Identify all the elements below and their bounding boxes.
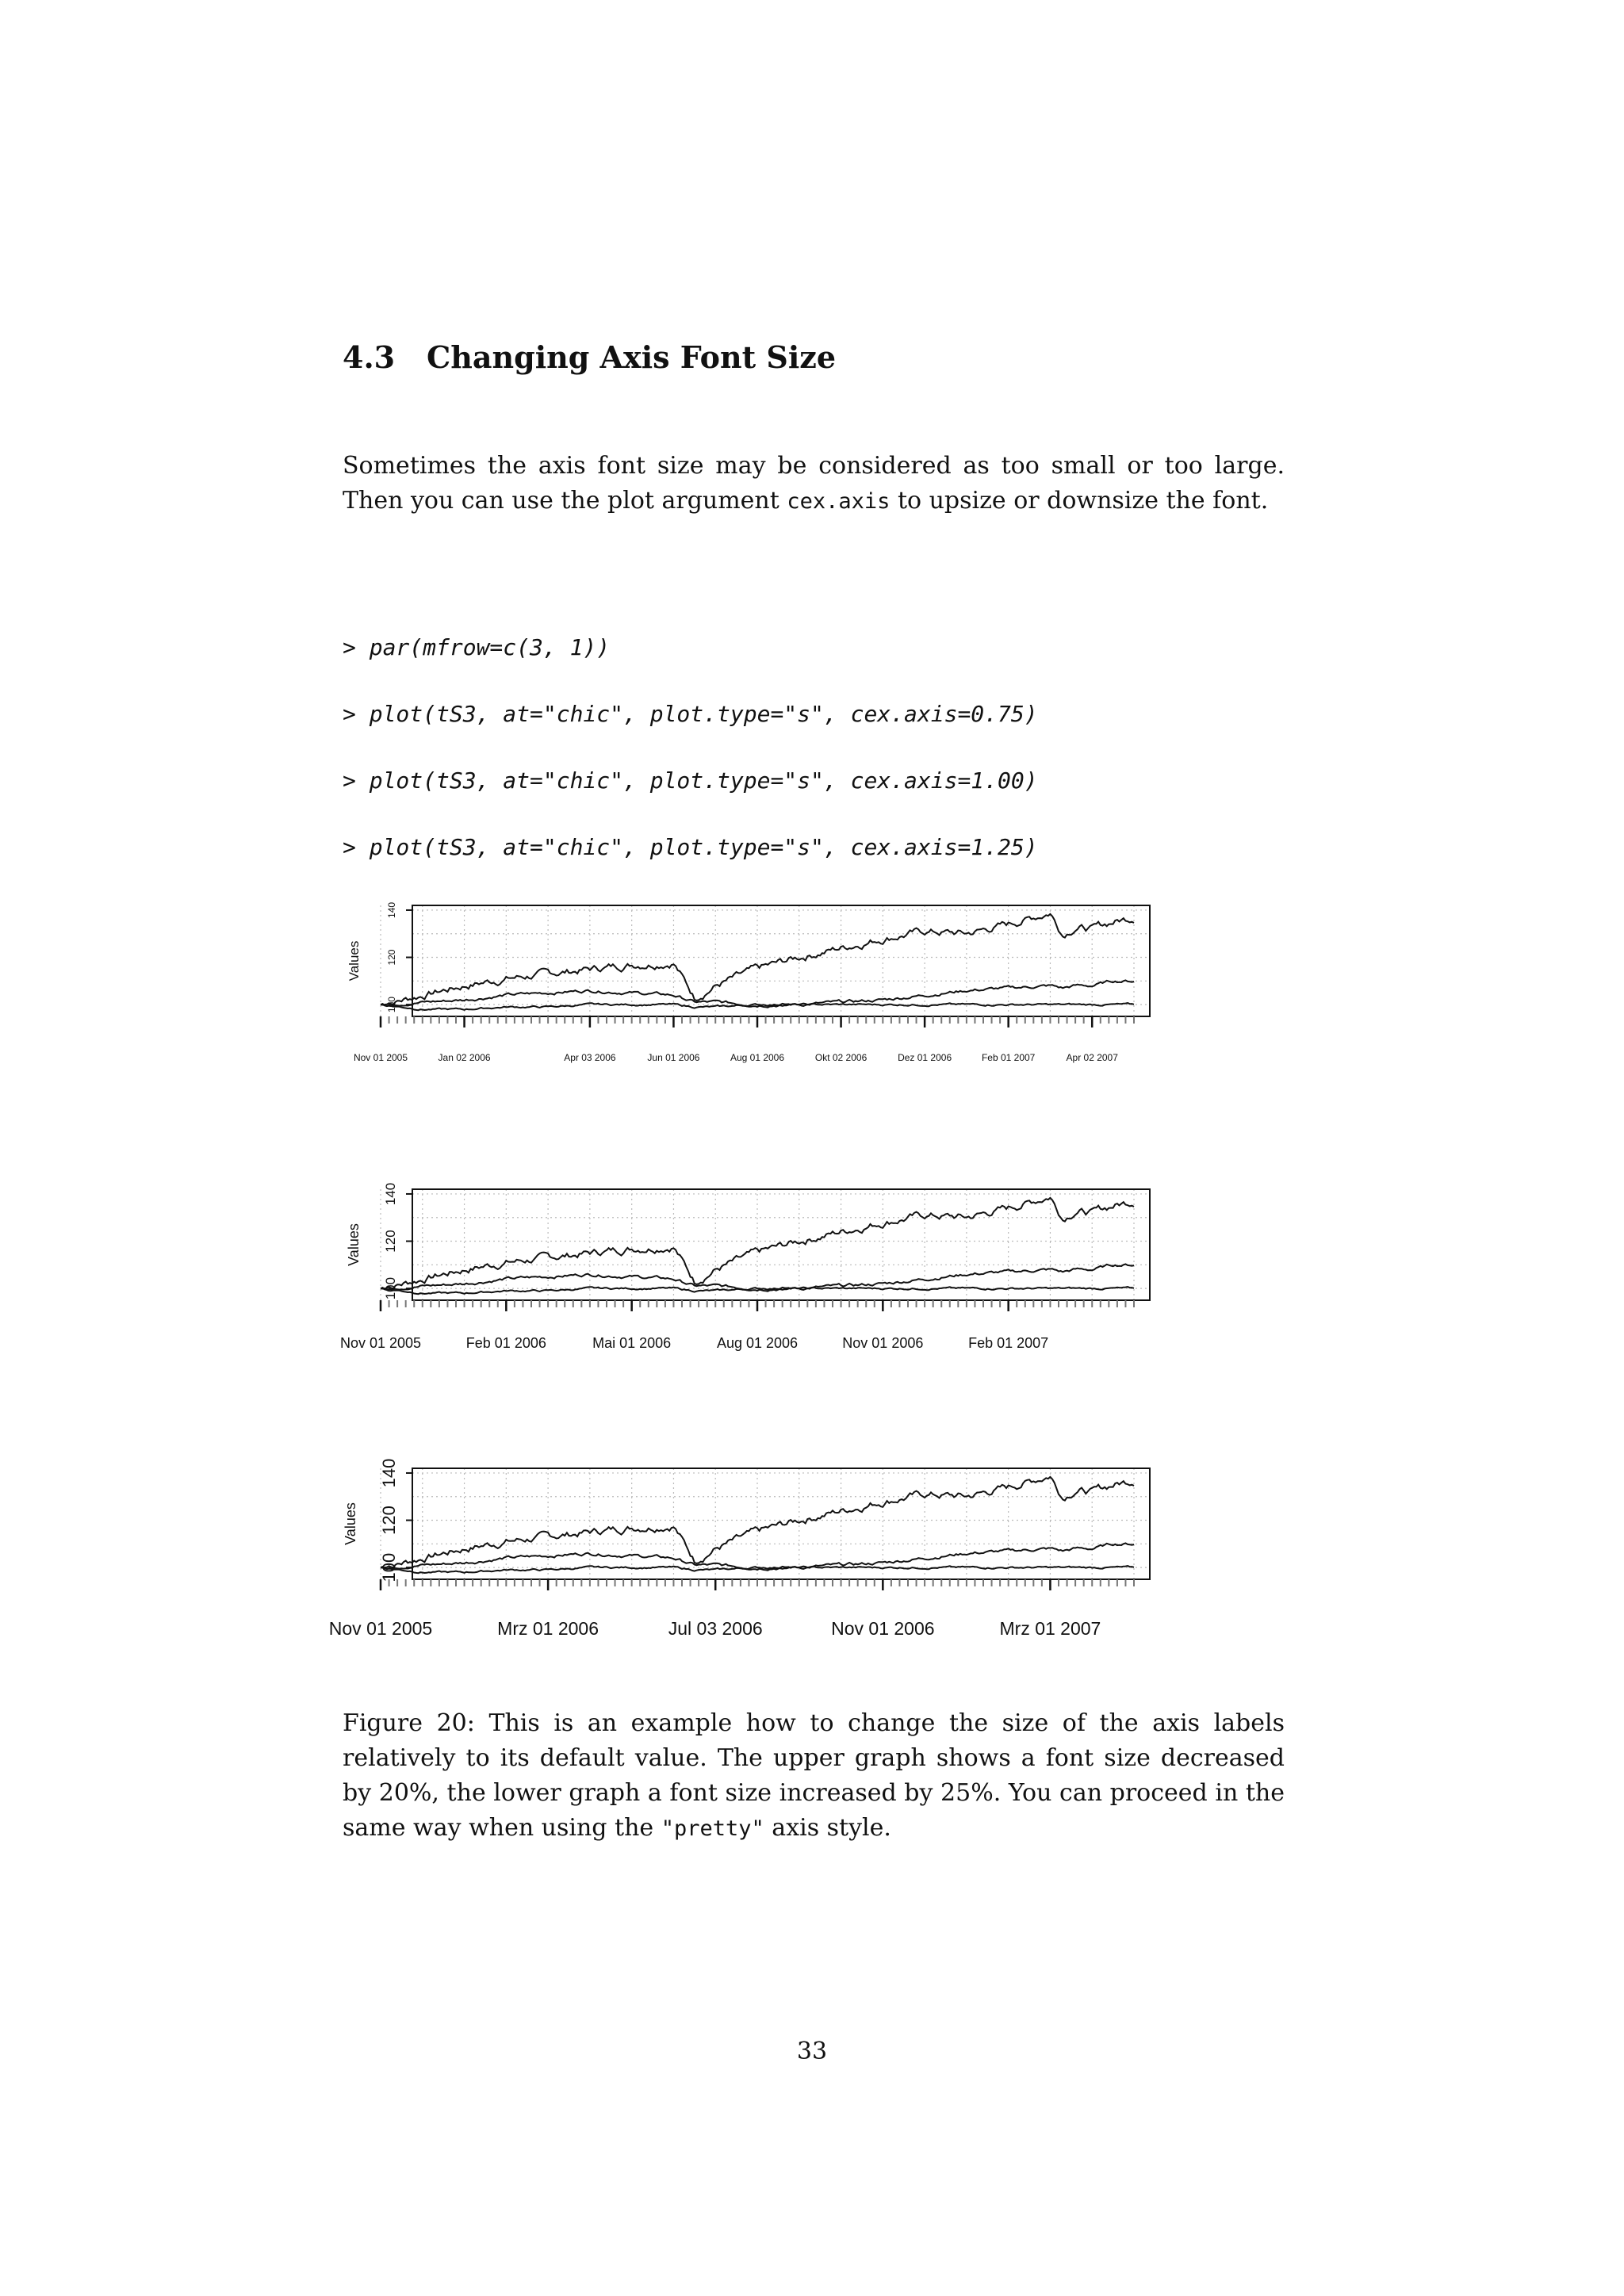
series-middle-line [381,1544,1134,1571]
code-line: > par(mfrow=c(3, 1)) [343,634,611,660]
grid [381,1189,1150,1300]
chart-panel-1 [333,888,1189,1086]
x-minor-ticks [381,1579,1134,1586]
x-tick-label: Okt 02 2006 [814,1052,868,1063]
x-tick-label: Feb 01 2006 [465,1335,546,1351]
x-axis [329,1579,1101,1639]
y-axis [383,1183,412,1300]
x-tick-label: Jul 03 2006 [668,1618,763,1639]
y-tick-label: 140 [386,901,397,918]
y-tick-label: 140 [379,1458,399,1488]
series-middle-line [381,1265,1134,1292]
y-axis-label: Values [343,1502,358,1545]
intro-code: cex.axis [787,489,891,514]
intro-text-1: Sometimes the axis font size may be considered as too small or too large. Then you can use the plot argument [343,452,1285,515]
intro-paragraph [343,449,1285,519]
x-tick-label: Dez 01 2006 [898,1052,952,1063]
x-tick-label: Nov 01 2005 [339,1335,422,1351]
figure-caption [343,1706,1285,1846]
intro-text-2: to upsize or downsize the font. [890,487,1269,515]
series-middle-line [381,981,1134,1008]
grid [381,1468,1150,1579]
x-tick-label: Feb 01 2007 [968,1335,1049,1351]
x-tick-label: Feb 01 2007 [981,1052,1036,1063]
x-tick-label: Jun 01 2006 [647,1052,700,1063]
chart-panel-2 [333,1172,1189,1378]
x-tick-label: Mrz 01 2007 [999,1618,1101,1639]
code-line: > plot(tS3, at="chic", plot.type="s", cex.axis=1.00) [343,767,1038,794]
code-line: > plot(tS3, at="chic", plot.type="s", cex.axis=0.75) [343,701,1038,727]
y-tick-label: 140 [383,1182,398,1206]
x-tick-label: Nov 01 2006 [842,1335,924,1351]
section-number: 4.3 [343,339,396,375]
section-title: Changing Axis Font Size [427,339,837,375]
caption-text-2: axis style. [764,1814,891,1842]
y-axis [386,902,412,1012]
x-tick-label: Apr 03 2006 [564,1052,616,1063]
y-tick-label: 100 [379,1552,399,1582]
grid [381,905,1150,1016]
x-tick-label: Jan 02 2006 [438,1052,491,1063]
x-tick-label: Aug 01 2006 [716,1335,799,1351]
y-tick-label: 100 [383,1276,398,1300]
x-tick-label: Mrz 01 2006 [497,1618,599,1639]
section-heading [343,339,836,375]
x-tick-label: Nov 01 2006 [831,1618,935,1639]
y-tick-label: 120 [386,949,397,966]
x-tick-label: Aug 01 2006 [730,1052,785,1063]
x-axis [340,1300,1048,1351]
caption-text-1: Figure 20: This is an example how to change the size of the axis labels relatively to its default value. The upper graph shows a font size decreased by 20%, the lower graph a font size increased by 25%. You can proceed in the same way when using the [343,1709,1285,1842]
x-tick-label: Apr 02 2007 [1066,1052,1118,1063]
x-tick-label: Nov 01 2005 [353,1052,408,1063]
code-block [343,598,1038,897]
chart-panel-3 [328,1451,1189,1661]
x-tick-label: Nov 01 2005 [328,1618,433,1639]
code-line: > plot(tS3, at="chic", plot.type="s", cex.axis=1.25) [343,834,1038,860]
y-axis-label: Values [346,1223,362,1266]
page-number: 33 [796,2038,828,2065]
y-axis-label: Values [347,940,362,982]
x-axis [354,1016,1118,1063]
caption-code: "pretty" [661,1816,764,1841]
y-tick-label: 120 [379,1506,399,1535]
x-tick-label: Mai 01 2006 [592,1335,672,1351]
y-tick-label: 120 [383,1230,398,1253]
y-tick-label: 100 [386,997,397,1013]
